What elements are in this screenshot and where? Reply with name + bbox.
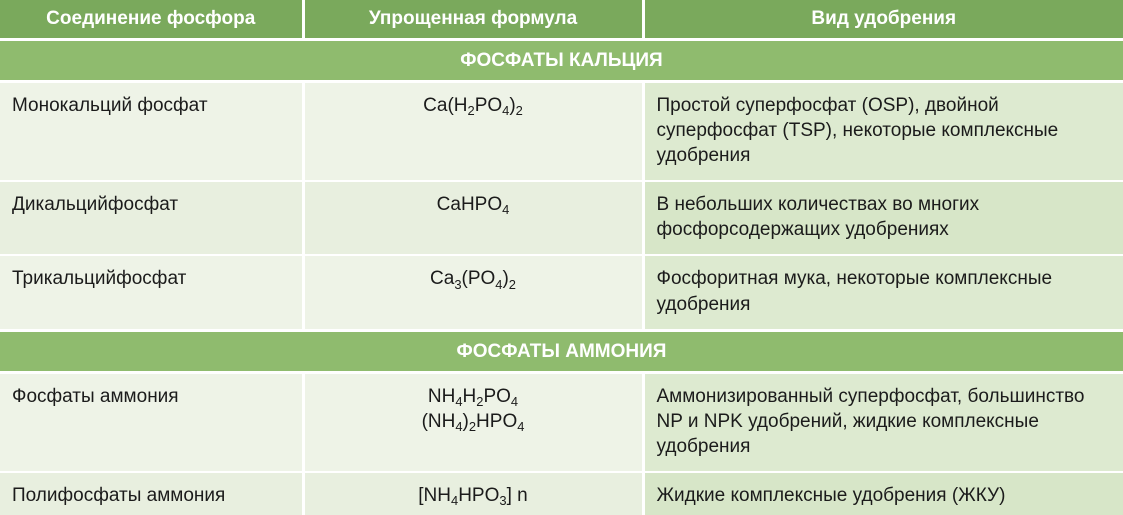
compound-formula: $Ca_3(PO_4)_2$ [303,255,643,330]
section-heading-row [0,40,1123,82]
fertilizer-usage: Аммонизированный суперфосфат, большинство NP и NPK удобрений, жидкие комплексные удобрения [643,372,1123,472]
section-title-ammonium: ФОСФАТЫ АММОНИЯ [0,330,1123,372]
table-header-row [0,0,1123,40]
fertilizer-usage: Простой суперфосфат (OSP), двойной суперфосфат (TSP), некоторые комплексные удобрения [643,82,1123,182]
compound-name: Монокальций фосфат [0,82,303,182]
table-row [0,372,1123,472]
column-header-fertilizer: Вид удобрения [643,0,1123,40]
table-row [0,255,1123,330]
compound-name: Фосфаты аммония [0,372,303,472]
compound-formula: CaHPO$_4$ [303,181,643,255]
compound-formula: $[NH_4HPO_3]$ n [303,472,643,515]
compound-formula: $Ca(H_2PO_4)_2$ [303,82,643,182]
fertilizer-usage: Фосфоритная мука, некоторые комплексные удобрения [643,255,1123,330]
compound-formula: $NH_4H_2PO_4$ $(NH_4)_2HPO_4$ [303,372,643,472]
table-row [0,472,1123,515]
compound-name: Трикальцийфосфат [0,255,303,330]
column-header-compound: Соединение фосфора [0,0,303,40]
section-title-calcium: ФОСФАТЫ КАЛЬЦИЯ [0,40,1123,82]
table-row [0,181,1123,255]
column-header-formula: Упрощенная формула [303,0,643,40]
compound-name: Дикальцийфосфат [0,181,303,255]
fertilizer-usage: Жидкие комплексные удобрения (ЖКУ) [643,472,1123,515]
table-body [0,40,1123,515]
fertilizer-usage: В небольших количествах во многих фосфорсодержащих удобрениях [643,181,1123,255]
table-header [0,0,1123,40]
table-row [0,82,1123,182]
compound-name: Полифосфаты аммония [0,472,303,515]
section-heading-row [0,330,1123,372]
